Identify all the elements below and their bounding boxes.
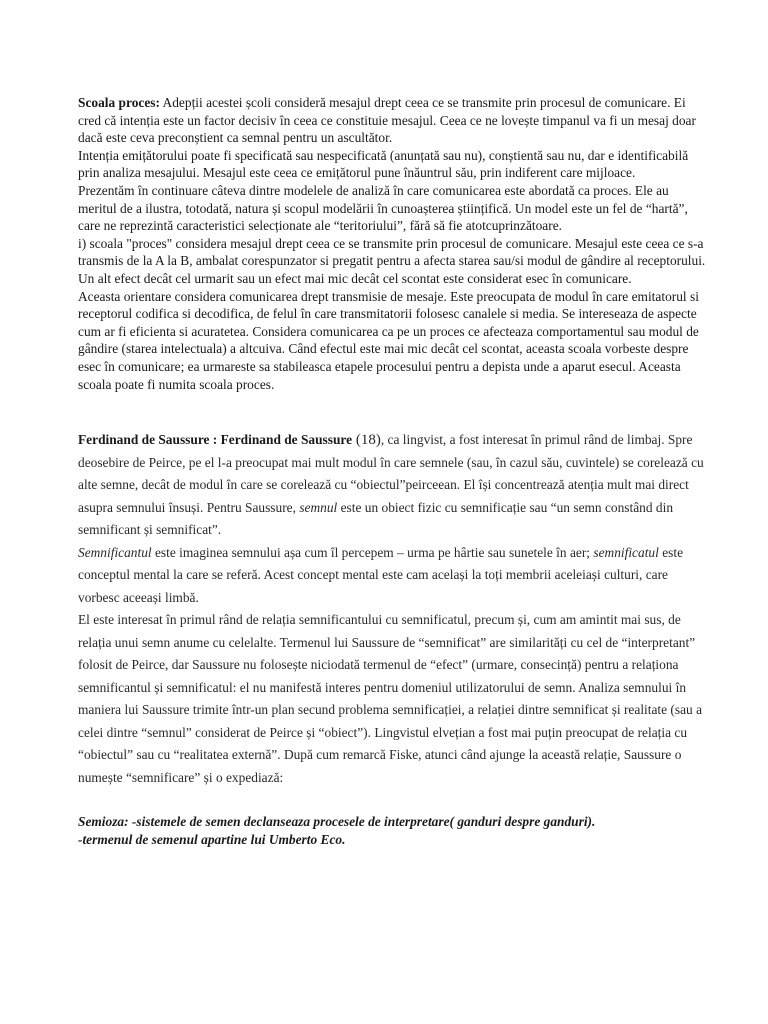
document-page — [78, 94, 710, 849]
paragraph-text: Adepții acestei școli consideră mesajul drept ceea ce se transmite prin procesul de comunicare. Ei cred că intenția este un factor decisiv în ceea ce constituie mesajul. Ceea ce ne lovește timpanul va fi un mesaj doar dacă este ceva preconștient ca semnal pentru un ascultător. — [78, 95, 696, 146]
section-heading: Ferdinand de Saussure : Ferdinand de Saussure — [78, 432, 353, 448]
paragraph-text: , ca lingvist, a fost interesat în primul rând de limbaj. Spre deosebire de Peirce, pe el l-a preocupat mai mult modul în care semnele (sau, în cazul său, cuvintele) se corelează cu alte semne, decât de modul în care se corelează cu “obiectul”peirceean. El își concentrează atenția mult mai direct asupra semnului însuși. Pentru Saussure, — [78, 432, 704, 515]
italic-term: Semnificantul — [78, 544, 152, 560]
paragraph: Prezentăm în continuare câteva dintre modelele de analiză în care comunicarea este abordată ca proces. Ele au meritul de a ilustra, totodată, natura și scopul modelării în cunoașterea științifică. Un model este un fel de “hartă”, care ne reprezintă caracteristici selecționate ale “teritoriului”, fără să fie atotcuprinzătoare. — [78, 182, 688, 234]
semioza-line: Semioza: -sistemele de semen declanseaza procesele de interpretare( ganduri despre ganduri). — [78, 814, 596, 830]
reference-number: (18) — [352, 432, 381, 449]
paragraph-text: este conceptul mental la care se referă. Acest concept mental este cam același la toți membrii aceleiași culturi, care vorbesc aceeași limbă. — [78, 544, 684, 605]
semioza-line: -termenul de semenul apartine lui Umberto Eco. — [78, 832, 346, 848]
section-saussure — [78, 429, 710, 789]
paragraph: i) scoala "proces" considera mesajul drept ceea ce se transmite prin procesul de comunicare. Mesajul este ceea ce s-a transmis de la A la B, ambalat corespunzator si pregatit pentru a afecta starea sau/si modul de gândire al receptorului. Un alt efect decât cel urmarit sau un efect mai mic decât cel scontat este considerat esec în comunicare. — [78, 235, 706, 286]
paragraph — [78, 429, 710, 542]
paragraph: El este interesat în primul rând de relația semnificantului cu semnificatul, precum și, cum am amintit mai sus, de relația unui semn anume cu celelalte. Termenul lui Saussure de “semnificat” are similarități cu cel de “interpretant” folosit de Peirce, dar Saussure nu folosește niciodată termenul de “efect” (urmare, consecință) pentru a relaționa semnificantul și semnificatul: el nu manifestă interes pentru domeniul utilizatorului de semn. Analiza semnului în maniera lui Saussure trimite într-un plan secund problema semnificației, a relației dintre semnificat și realitate (sau a celei dintre “semnul” considerat de Peirce și “obiect”). Lingvistul elvețian a fost mai puțin preocupat de relația cu “obiectul” sau cu “realitatea externă”. După cum remarcă Fiske, atunci când ajunge la această relație, Saussure o numește “semnificare” și o expediază: — [78, 612, 703, 785]
section-scoala-proces — [78, 94, 710, 393]
paragraph: Intenția emițătorului poate fi specificată sau nespecificată (anunțată sau nu), conștientă sau nu, dar e identificabilă prin analiza mesajului. Mesajul este ceea ce emițătorul pune înăuntrul său, prin indiferent care mijloace. — [78, 147, 689, 181]
section-semioza — [78, 813, 710, 849]
paragraph-text: este imaginea semnului așa cum îl percepem – urma pe hârtie sau sunetele în aer; — [151, 544, 594, 560]
paragraph — [78, 94, 710, 147]
paragraph-text: este un obiect fizic cu semnificație sau “un semn constând din semnificant și semnificat”. — [78, 499, 674, 538]
paragraph — [78, 542, 710, 610]
italic-term: semnificatul — [593, 544, 659, 560]
paragraph: Aceasta orientare considera comunicarea drept transmisie de mesaje. Este preocupata de modul în care emitatorul si receptorul codifica si decodifica, de felul în care transmitatorii folosesc canalele si media. Se intereseaza de aspecte cum ar fi eficienta si acuratetea. Considera comunicarea ca pe un proces ce afecteaza comportamentul sau modul de gândire (starea intelectuala) a altcuiva. Când efectul este mai mic decât cel scontat, aceasta scoala vorbeste despre esec în comunicare; ea urmareste sa stabileasca etapele procesului pentru a depista unde a aparut esecul. Aceasta scoala poate fi numita scoala proces. — [78, 288, 699, 392]
italic-term: semnul — [299, 499, 338, 515]
section-heading: Scoala proces: — [78, 95, 160, 110]
